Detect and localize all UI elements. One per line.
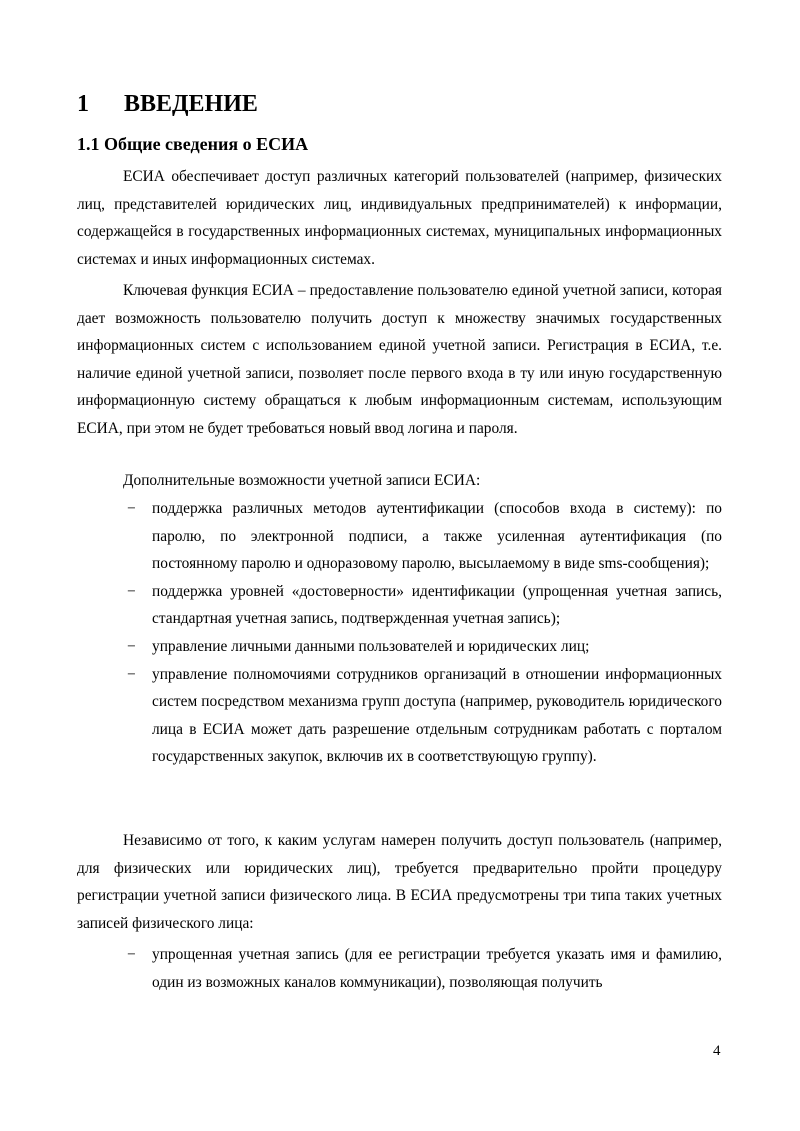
list-item-text: управление личными данными пользователей и юридических лиц; xyxy=(152,637,590,655)
list-item xyxy=(77,495,722,578)
page-number: 4 xyxy=(713,1043,721,1059)
list-item xyxy=(77,633,722,661)
chapter-number: 1 xyxy=(77,91,89,117)
paragraph: Дополнительные возможности учетной записи ЕСИА: xyxy=(123,472,481,489)
list-item-text: упрощенная учетная запись (для ее регистрации требуется указать имя и фамилию, один из возможных каналов коммуникации), позволяющая получить xyxy=(152,946,722,991)
list-item xyxy=(77,578,722,633)
paragraph: ЕСИА обеспечивает доступ различных категорий пользователей (например, физических лиц, представителей юридических лиц, индивидуальных предпринимателей) к информации, содержащейся в государственных информационных системах, муниципальных информационных системах и иных информационных системах. xyxy=(77,168,722,268)
list-dash: − xyxy=(127,637,136,655)
list-dash: − xyxy=(127,500,136,517)
list-item xyxy=(77,661,722,771)
chapter-heading xyxy=(77,88,258,120)
account-types-list xyxy=(77,941,722,996)
paragraph: Ключевая функция ЕСИА – предоставление пользователю единой учетной записи, которая дает возможность пользователю получить доступ к множеству значимых государственных информационных систем с использованием единой учетной записи. Регистрация в ЕСИА, т.е. наличие единой учетной записи, позволяет после первого входа в ту или иную государственную информационную систему обращаться к любым информационным системам, использующим ЕСИА, при этом не будет требоваться новый ввод логина и пароля. xyxy=(77,282,722,437)
list-item-text: управление полномочиями сотрудников организаций в отношении информационных систем посредством механизма групп доступа (например, руководитель юридического лица в ЕСИА может дать разрешение отдельным сотрудникам работать с порталом государственных закупок, включив их в соответствующую группу). xyxy=(152,665,722,766)
features-list xyxy=(77,495,722,771)
list-dash: − xyxy=(127,582,136,600)
paragraph: Независимо от того, к каким услугам намерен получить доступ пользователь (например, для физических или юридических лиц), требуется предварительно пройти процедуру регистрации учетной записи физического лица. В ЕСИА предусмотрены три типа таких учетных записей физического лица: xyxy=(77,832,722,932)
chapter-title: ВВЕДЕНИЕ xyxy=(124,91,258,117)
list-dash: − xyxy=(127,665,136,683)
list-item xyxy=(77,941,722,996)
list-item-text: поддержка уровней «достоверности» идентификации (упрощенная учетная запись, стандартная учетная запись, подтвержденная учетная запись); xyxy=(152,582,722,628)
list-dash: − xyxy=(127,946,136,963)
section-heading: 1.1 Общие сведения о ЕСИА xyxy=(77,134,309,154)
list-item-text: поддержка различных методов аутентификации (способов входа в систему): по паролю, по электронной подписи, а также усиленная аутентификация (по постоянному паролю и одноразовому паролю, высылаемому в виде sms-сообщения); xyxy=(152,500,722,573)
